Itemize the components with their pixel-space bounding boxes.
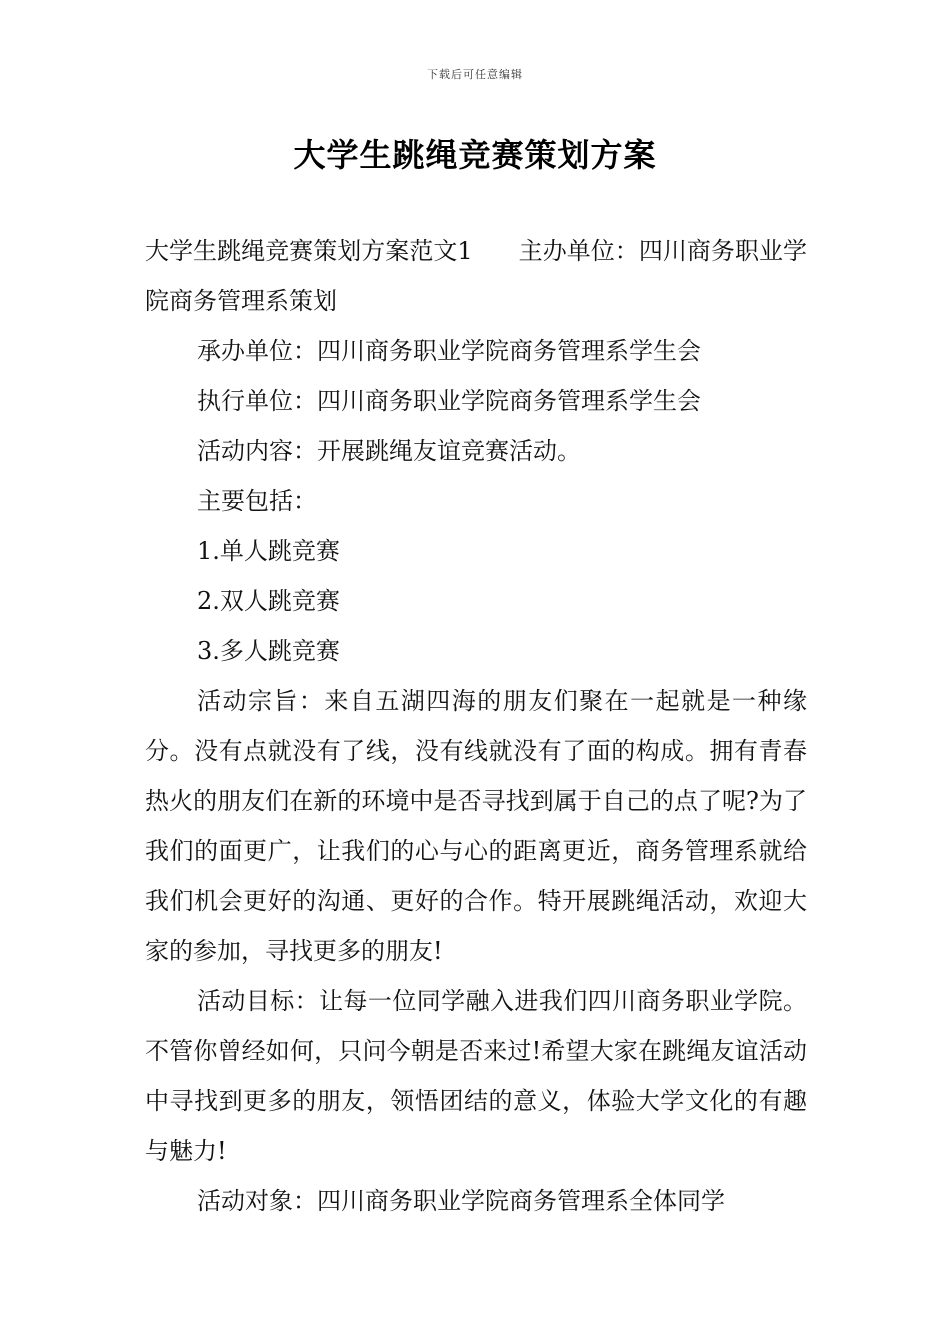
content-line: 活动内容：开展跳绳友谊竞赛活动。 — [197, 437, 581, 465]
goal-paragraph: 活动目标：让每一位同学融入进我们四川商务职业学院。不管你曾经如何，只问今朝是否来过!希望大家在跳绳友谊活动中寻找到更多的朋友，领悟团结的意义，体验大学文化的有趣与魅力! — [145, 987, 807, 1165]
executor-line: 执行单位：四川商务职业学院商务管理系学生会 — [197, 387, 701, 415]
intro-paragraph — [145, 226, 807, 326]
list-item: 3.多人跳竞赛 — [197, 637, 340, 665]
includes-label: 主要包括： — [197, 487, 317, 515]
list-item: 2.双人跳竞赛 — [197, 587, 340, 615]
audience-line: 活动对象：四川商务职业学院商务管理系全体同学 — [197, 1187, 725, 1215]
header-note: 下载后可任意编辑 — [427, 68, 523, 81]
intro-title-ref: 大学生跳绳竞赛策划方案范文1 — [145, 237, 473, 265]
document-body — [145, 226, 807, 1226]
organizer-line: 承办单位：四川商务职业学院商务管理系学生会 — [197, 337, 701, 365]
purpose-paragraph: 活动宗旨：来自五湖四海的朋友们聚在一起就是一种缘分。没有点就没有了线，没有线就没有了面的构成。拥有青春热火的朋友们在新的环境中是否寻找到属于自己的点了呢?为了我们的面更广，让我们的心与心的距离更近，商务管理系就给我们机会更好的沟通、更好的合作。特开展跳绳活动，欢迎大家的参加，寻找更多的朋友! — [145, 687, 807, 965]
document-title: 大学生跳绳竞赛策划方案 — [293, 136, 657, 174]
intro-host: 主办单位：四川商务职业学院商务管理系策划 — [145, 237, 808, 315]
list-item: 1.单人跳竞赛 — [197, 537, 340, 565]
